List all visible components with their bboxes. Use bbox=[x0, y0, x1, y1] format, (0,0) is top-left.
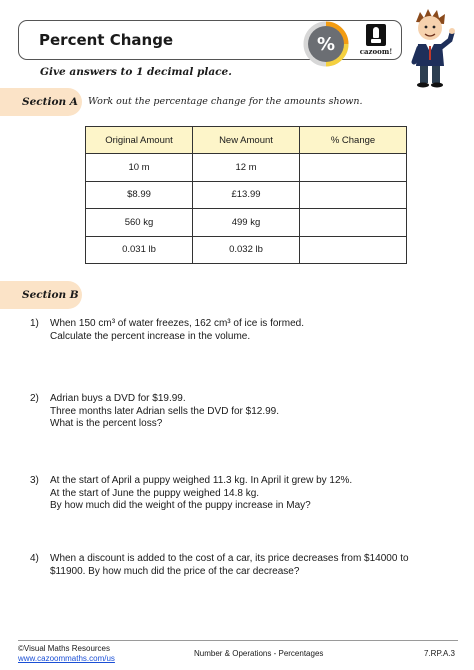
new-amount-cell: £13.99 bbox=[193, 181, 300, 209]
percent-change-answer-cell[interactable] bbox=[300, 181, 407, 209]
new-amount-cell: 499 kg bbox=[193, 209, 300, 237]
original-amount-cell: 560 kg bbox=[86, 209, 193, 237]
percent-change-table bbox=[85, 126, 407, 264]
section-b-label: Section B bbox=[0, 281, 82, 309]
cazoom-logo-icon bbox=[366, 24, 386, 46]
table-row bbox=[86, 181, 407, 209]
standard-code: 7.RP.A.3 bbox=[424, 649, 455, 658]
question-text: When a discount is added to the cost of a car, its price decreases from $14000 to bbox=[50, 553, 409, 564]
percent-change-answer-cell[interactable] bbox=[300, 236, 407, 264]
header-percent-change: % Change bbox=[300, 127, 407, 154]
instruction-text: Give answers to 1 decimal place. bbox=[40, 66, 232, 78]
question-text: What is the percent loss? bbox=[50, 418, 163, 429]
question-text: At the start of April a puppy weighed 11.3 kg. In April it grew by 12%. bbox=[50, 475, 353, 486]
question-text: When 150 cm³ of water freezes, 162 cm³ of ice is formed. bbox=[50, 318, 304, 329]
new-amount-cell: 12 m bbox=[193, 154, 300, 182]
question-number: 4) bbox=[30, 553, 39, 564]
question-text: At the start of June the puppy weighed 14.8 kg. bbox=[50, 487, 260, 499]
question-number: 2) bbox=[30, 393, 39, 404]
header-original-amount: Original Amount bbox=[86, 127, 193, 154]
section-a-label: Section A bbox=[0, 88, 82, 116]
question-text: By how much did the weight of the puppy increase in May? bbox=[50, 500, 311, 511]
header-new-amount: New Amount bbox=[193, 127, 300, 154]
percent-change-answer-cell[interactable] bbox=[300, 154, 407, 182]
original-amount-cell: 0.031 lb bbox=[86, 236, 193, 264]
question-text: Adrian buys a DVD for $19.99. bbox=[50, 393, 186, 404]
question-text: Calculate the percent increase in the volume. bbox=[50, 330, 251, 342]
section-a-instruction: Work out the percentage change for the amounts shown. bbox=[88, 96, 363, 107]
mascot-boy-illustration bbox=[402, 6, 458, 88]
percent-icon: % bbox=[308, 26, 344, 62]
table-row bbox=[86, 209, 407, 237]
copyright-text: ©Visual Maths Resources bbox=[18, 644, 111, 653]
table-header-row bbox=[86, 127, 407, 154]
logo-text: cazoom! bbox=[359, 47, 393, 56]
footer-divider bbox=[18, 640, 458, 641]
original-amount-cell: $8.99 bbox=[86, 181, 193, 209]
question-number: 1) bbox=[30, 318, 39, 329]
table-row bbox=[86, 154, 407, 182]
percent-change-answer-cell[interactable] bbox=[300, 209, 407, 237]
new-amount-cell: 0.032 lb bbox=[193, 236, 300, 264]
original-amount-cell: 10 m bbox=[86, 154, 193, 182]
question-number: 3) bbox=[30, 475, 39, 486]
cazoom-logo bbox=[360, 24, 392, 58]
page-title: Percent Change bbox=[39, 31, 174, 49]
question-text: $11900. By how much did the price of the car decrease? bbox=[50, 565, 300, 577]
footer-credits bbox=[18, 644, 115, 664]
table-row bbox=[86, 236, 407, 264]
website-link[interactable]: www.cazoommaths.com/us bbox=[18, 654, 115, 663]
footer-topic: Number & Operations - Percentages bbox=[194, 649, 324, 658]
question-text: Three months later Adrian sells the DVD for $12.99. bbox=[50, 405, 280, 417]
